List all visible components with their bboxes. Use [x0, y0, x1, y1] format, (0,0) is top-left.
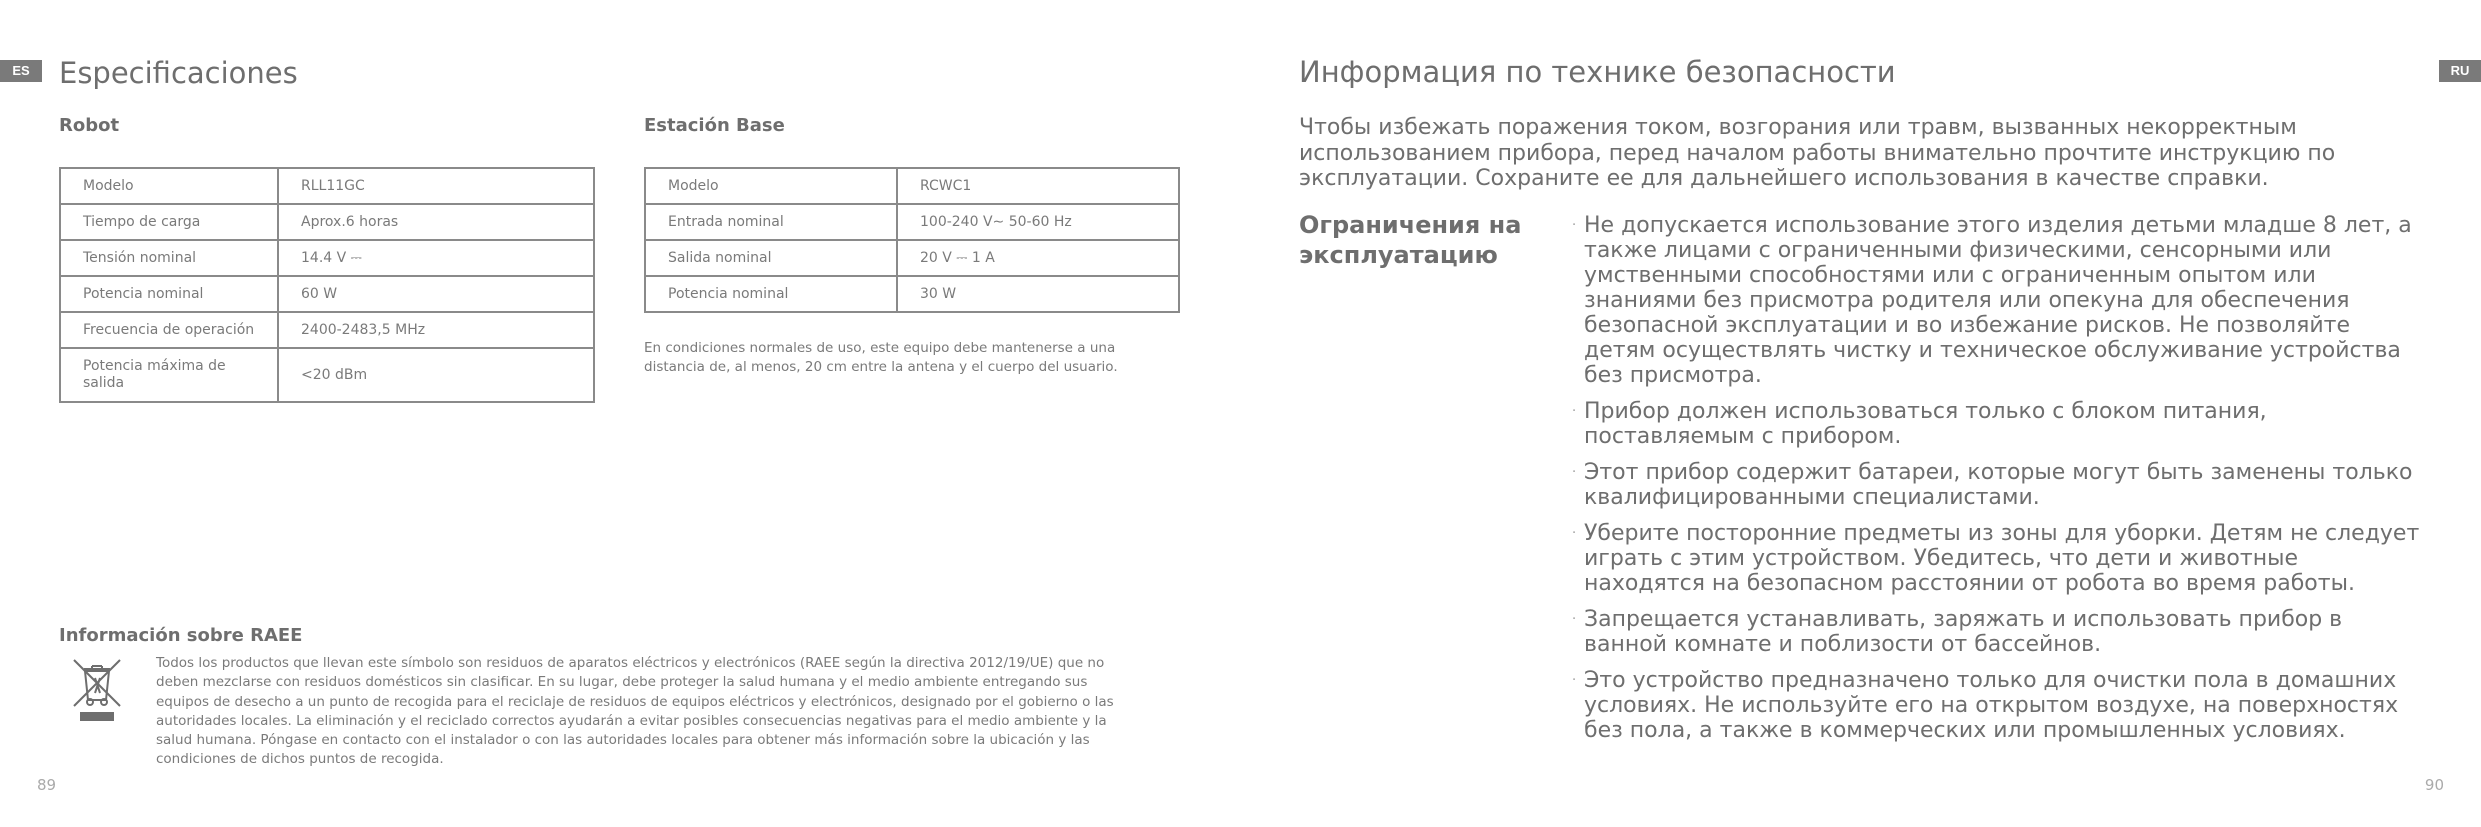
spec-label: Modelo [645, 168, 897, 204]
base-station-spec-table [644, 167, 1180, 313]
restrictions-list [1572, 213, 2424, 754]
table-row [60, 168, 594, 204]
spec-value: 100-240 V∼ 50-60 Hz [897, 204, 1179, 240]
list-item [1572, 607, 2424, 657]
table-row [645, 276, 1179, 312]
bullet-dot: · [1572, 218, 1577, 233]
page-number-right: 90 [2424, 776, 2444, 794]
list-item-text: Этот прибор содержит батареи, которые могут быть заменены только квалифицированными специалистами. [1584, 460, 2413, 510]
bullet-dot: · [1572, 404, 1577, 419]
spec-value: RLL11GC [278, 168, 594, 204]
list-item-text: Не допускается использование этого изделия детьми младше 8 лет, а также лицами с ограниченными физическими, сенсорными или умственными способностями или с ограниченным опытом или знаниями без присмотра родителя или опекуна для обеспечения безопасной эксплуатации и во избежание рисков. Не позволяйте детям осуществлять чистку и техническое обслуживание устройства без присмотра. [1584, 213, 2412, 388]
list-item-text: Запрещается устанавливать, заряжать и использовать прибор в ванной комнате и поблизости от бассейнов. [1584, 607, 2343, 657]
language-tab-es: ES [0, 60, 42, 82]
spec-value: 14.4 V ⎓ [278, 240, 594, 276]
robot-spec-table [59, 167, 595, 403]
spec-label: Potencia máxima de salida [60, 348, 278, 402]
language-tab-ru: RU [2439, 60, 2481, 82]
page-title-ru: Информация по технике безопасности [1299, 55, 1896, 89]
weee-information-text: Todos los productos que llevan este símbolo son residuos de aparatos eléctricos y electrónicos (RAEE según la directiva 2012/19/UE) que no deben mezclarse con residuos domésticos sin clasificar. En su lugar, debe proteger la salud humana y el medio ambiente entregando sus equipos de desecho a un punto de recogida para el reciclaje de residuos de equipos eléctricos y electrónicos, designado por el gobierno o las autoridades locales. La eliminación y el reciclado correctos ayudarán a evitar posibles consecuencias negativas para el medio ambiente y la salud humana. Póngase en contacto con el instalador o con las autoridades locales para obtener más información sobre la ubicación y las condiciones de dichos puntos de recogida. [156, 655, 1114, 768]
bullet-dot: · [1572, 465, 1577, 480]
spec-value: 30 W [897, 276, 1179, 312]
list-item-text: Прибор должен использоваться только с блоком питания, поставляемым с прибором. [1584, 399, 2267, 449]
spec-value: <20 dBm [278, 348, 594, 402]
robot-heading: Robot [59, 115, 120, 136]
spec-value: 2400-2483,5 MHz [278, 312, 594, 348]
bullet-dot: · [1572, 526, 1577, 541]
list-item [1572, 213, 2424, 388]
crossed-out-wheelie-bin-icon [70, 656, 124, 724]
table-row [60, 204, 594, 240]
spec-value: Aprox.6 horas [278, 204, 594, 240]
table-row [645, 240, 1179, 276]
bullet-dot: · [1572, 612, 1577, 627]
list-item [1572, 668, 2424, 743]
list-item-text: Это устройство предназначено только для очистки пола в домашних условиях. Не используйте его на открытом воздухе, на поверхностях без пола, а также в коммерческих или промышленных условиях. [1584, 668, 2399, 743]
bullet-dot: · [1572, 673, 1577, 688]
list-item-text: Уберите посторонние предметы из зоны для уборки. Детям не следует играть с этим устройством. Убедитесь, что дети и животные находятся на безопасном расстоянии от робота во время работы. [1584, 521, 2420, 596]
base-station-heading: Estación Base [644, 115, 785, 136]
spec-label: Potencia nominal [60, 276, 278, 312]
spec-value: 60 W [278, 276, 594, 312]
spec-label: Potencia nominal [645, 276, 897, 312]
safety-intro-text: Чтобы избежать поражения током, возгорания или травм, вызванных некорректным использованием прибора, перед началом работы внимательно прочтите инструкцию по эксплуатации. Сохраните ее для дальнейшего использования в качестве справки. [1299, 115, 2336, 191]
spec-label: Modelo [60, 168, 278, 204]
spec-value: 20 V ⎓ 1 A [897, 240, 1179, 276]
weee-heading: Información sobre RAEE [59, 625, 303, 646]
spec-label: Frecuencia de operación [60, 312, 278, 348]
spec-label: Entrada nominal [645, 204, 897, 240]
table-row [60, 348, 594, 402]
list-item [1572, 521, 2424, 596]
spec-label: Tiempo de carga [60, 204, 278, 240]
restrictions-heading: Ограничения на эксплуатацию [1299, 211, 1522, 269]
list-item [1572, 460, 2424, 510]
spec-label: Tensión nominal [60, 240, 278, 276]
spec-value: RCWC1 [897, 168, 1179, 204]
page-number-left: 89 [37, 776, 57, 794]
list-item [1572, 399, 2424, 449]
table-row [60, 276, 594, 312]
table-row [645, 204, 1179, 240]
antenna-distance-note: En condiciones normales de uso, este equipo debe mantenerse a una distancia de, al menos, 20 cm entre la antena y el cuerpo del usuario. [644, 340, 1118, 375]
table-row [60, 312, 594, 348]
spec-label: Salida nominal [645, 240, 897, 276]
table-row [645, 168, 1179, 204]
table-row [60, 240, 594, 276]
page-title-es: Especificaciones [59, 56, 298, 90]
